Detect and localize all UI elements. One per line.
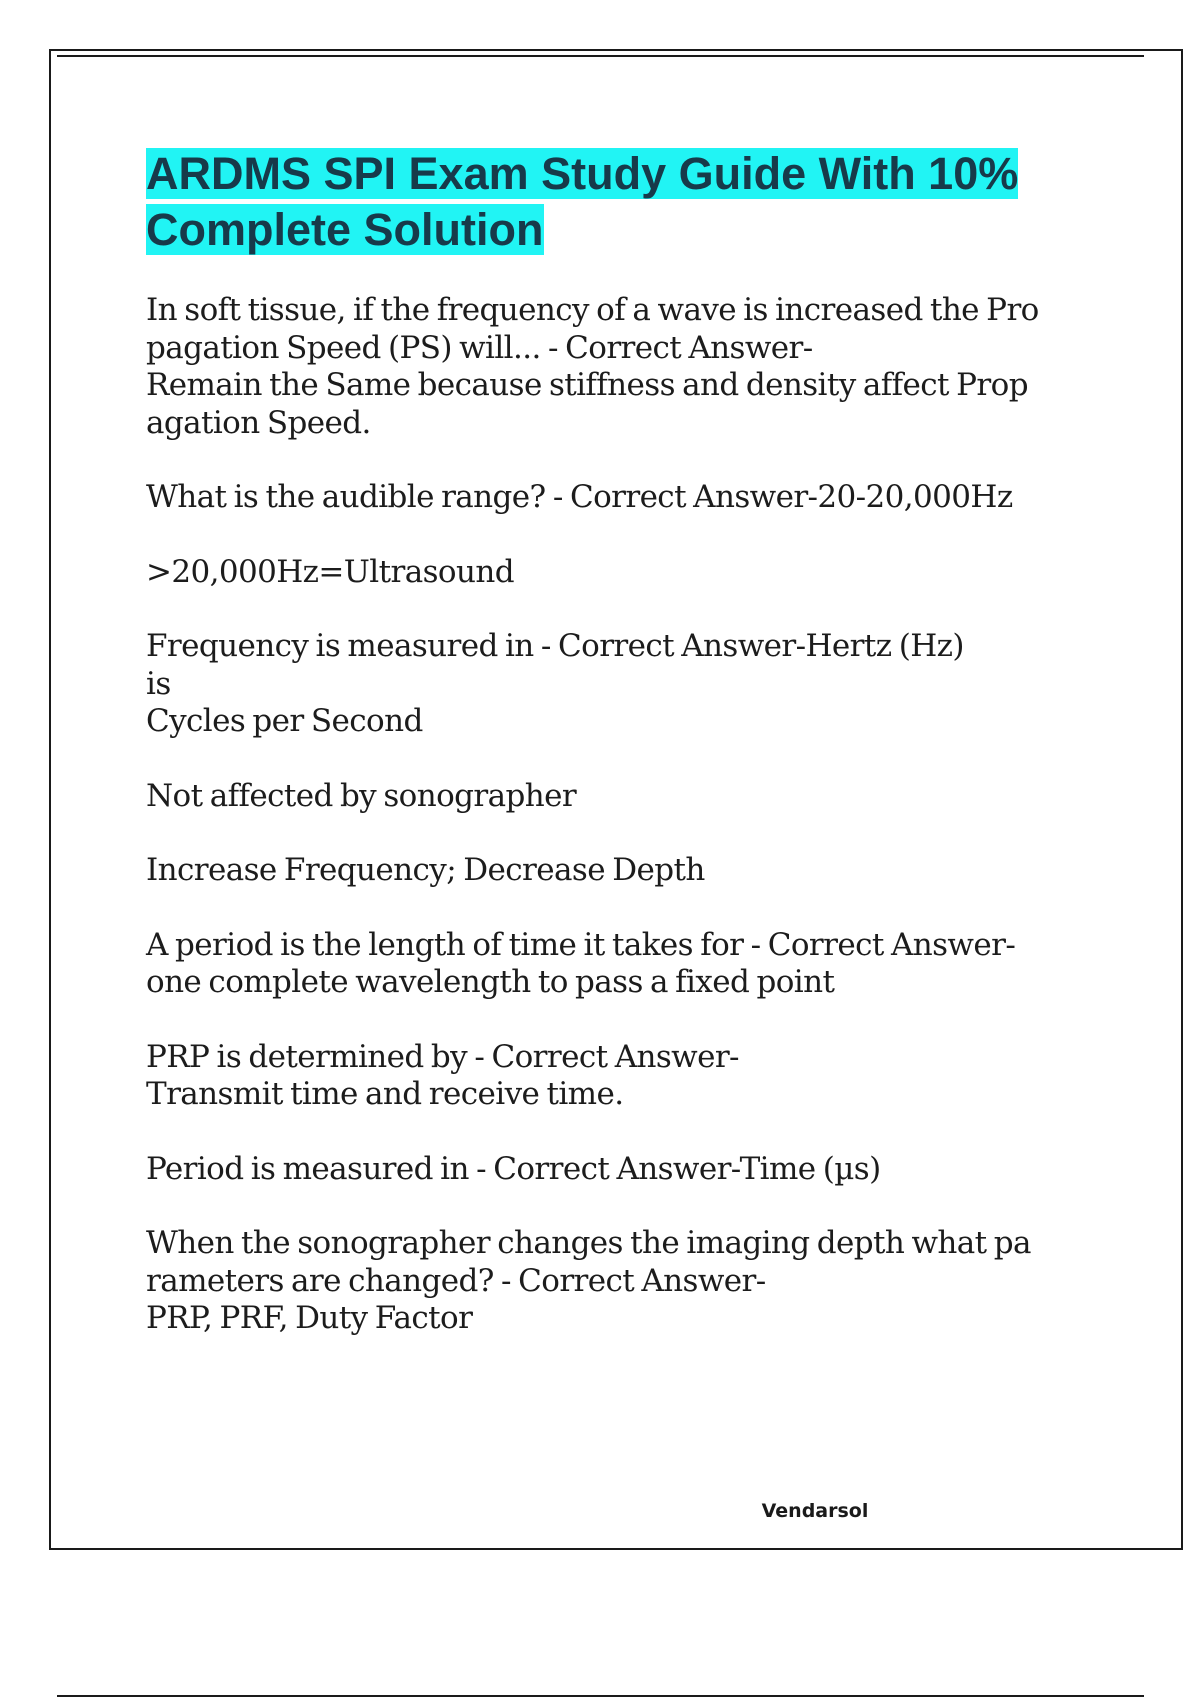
qa-block-imaging-depth: When the sonographer changes the imaging depth what pa rameters are changed? - Correct Answer- PRP, PRF, Duty Factor — [146, 1225, 1031, 1336]
qa-block-period-unit: Period is measured in - Correct Answer-Time (µs) — [146, 1150, 881, 1187]
footer-brand: Vendarsol — [761, 1500, 869, 1522]
document-title-text: ARDMS SPI Exam Study Guide With 10% Complete Solution — [146, 148, 1019, 255]
bottom-rule — [57, 1695, 1144, 1697]
note-not-affected: Not affected by sonographer — [146, 777, 577, 814]
note-frequency-depth: Increase Frequency; Decrease Depth — [146, 852, 705, 888]
document-title — [146, 146, 1086, 258]
qa-block-prp-determined: PRP is determined by - Correct Answer- Transmit time and receive time. — [146, 1038, 739, 1112]
qa-block-audible-range: What is the audible range? - Correct Answer-20-20,000Hz — [146, 479, 1013, 515]
qa-block-propagation-speed: In soft tissue, if the frequency of a wave is increased the Pro pagation Speed (PS) will... - Correct Answer- Remain the Same because stiffness and density affect Prop agation Speed. — [146, 292, 1039, 441]
qa-block-period-definition: A period is the length of time it takes for - Correct Answer- one complete wavelength to pass a fixed point — [146, 926, 1016, 1000]
qa-block-frequency-unit: Frequency is measured in - Correct Answer-Hertz (Hz) is Cycles per Second — [146, 628, 964, 739]
document-content — [146, 146, 1086, 1375]
note-ultrasound: >20,000Hz=Ultrasound — [146, 553, 514, 590]
